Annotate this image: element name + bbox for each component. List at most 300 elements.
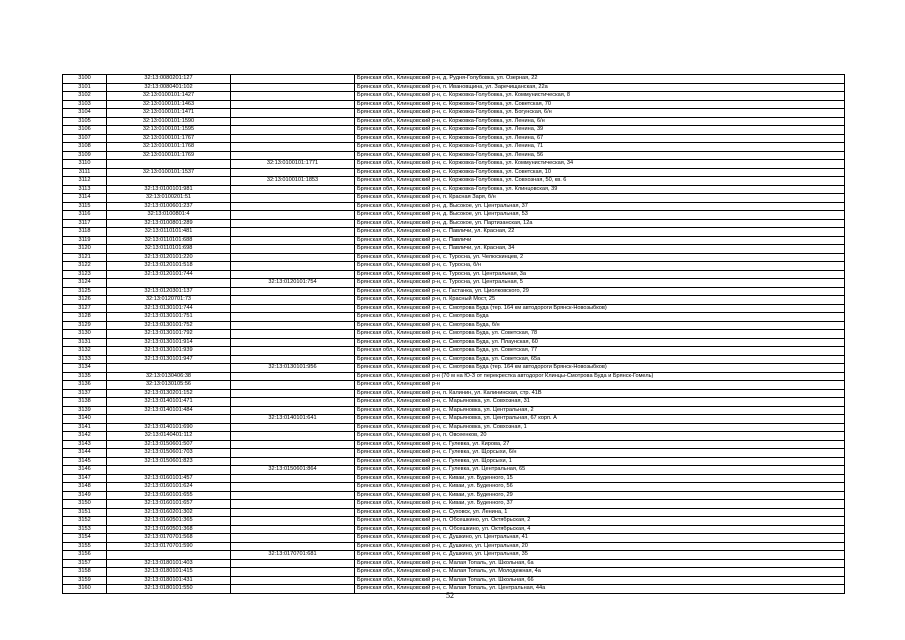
cadastral-number-cell: 32:13:0120101:220 [107, 253, 231, 262]
row-number-cell: 3137 [63, 389, 107, 398]
row-number-cell: 3144 [63, 449, 107, 458]
cadastral-number-alt-cell [231, 134, 355, 143]
cadastral-number-alt-cell [231, 457, 355, 466]
table-row [63, 211, 845, 220]
row-number-cell: 3146 [63, 466, 107, 475]
table-row [63, 168, 845, 177]
address-cell: Брянская обл., Клинцовский р-н, п. Обсешкино, ул. Октябрьская, 4 [355, 525, 845, 534]
row-number-cell: 3104 [63, 109, 107, 118]
address-cell: Брянская обл., Клинцовский р-н, с. Коржовка-Голубовка, ул. Советская, 70 [355, 100, 845, 109]
row-number-cell: 3105 [63, 117, 107, 126]
cadastral-number-alt-cell: 32:13:0140101:641 [231, 415, 355, 424]
cadastral-number-cell: 32:13:0130105:56 [107, 381, 231, 390]
cadastral-number-cell: 32:13:0150601:703 [107, 449, 231, 458]
table-row [63, 457, 845, 466]
cadastral-number-alt-cell: 32:13:0120101:754 [231, 279, 355, 288]
cadastral-number-cell: 32:13:0130101:939 [107, 347, 231, 356]
cadastral-number-alt-cell [231, 270, 355, 279]
row-number-cell: 3148 [63, 483, 107, 492]
cadastral-number-alt-cell: 32:13:0100101:1853 [231, 177, 355, 186]
cadastral-number-alt-cell [231, 355, 355, 364]
row-number-cell: 3132 [63, 347, 107, 356]
address-cell: Брянская обл., Клинцовский р-н, с. Гулевка, ул. Кирова, 27 [355, 440, 845, 449]
cadastral-number-alt-cell [231, 338, 355, 347]
address-cell: Брянская обл., Клинцовский р-н, с. Гулевка, ул. Щорсыхи, 1 [355, 457, 845, 466]
table-row [63, 236, 845, 245]
row-number-cell: 3153 [63, 525, 107, 534]
cadastral-number-alt-cell [231, 151, 355, 160]
cadastral-number-alt-cell [231, 236, 355, 245]
cadastral-number-cell [107, 551, 231, 560]
address-cell: Брянская обл., Клинцовский р-н, с. Туросна, ул. Челюскинцев, 2 [355, 253, 845, 262]
cadastral-number-cell: 32:13:0110101:481 [107, 228, 231, 237]
address-cell: Брянская обл., Клинцовский р-н, с. Коржовка-Голубовка, ул. Советская, 10 [355, 168, 845, 177]
cadastral-number-cell: 32:13:0180101:415 [107, 568, 231, 577]
row-number-cell: 3150 [63, 500, 107, 509]
table-row [63, 440, 845, 449]
cadastral-number-cell: 32:13:0100101:1768 [107, 143, 231, 152]
address-cell: Брянская обл., Клинцовский р-н, п. Овсеенков, 20 [355, 432, 845, 441]
cadastral-number-alt-cell: 32:13:0130101:956 [231, 364, 355, 373]
address-cell: Брянская обл., Клинцовский р-н, с. Киваи, ул. Буденного, 15 [355, 474, 845, 483]
cadastral-number-cell: 32:13:0080401:102 [107, 83, 231, 92]
row-number-cell: 3124 [63, 279, 107, 288]
cadastral-number-cell: 32:13:0160101:624 [107, 483, 231, 492]
cadastral-number-alt-cell [231, 423, 355, 432]
cadastral-number-alt-cell [231, 296, 355, 305]
table-row [63, 568, 845, 577]
cadastral-number-cell: 32:13:0080201:127 [107, 75, 231, 84]
row-number-cell: 3107 [63, 134, 107, 143]
cadastral-number-cell: 32:13:0100801:289 [107, 219, 231, 228]
cadastral-number-cell: 32:13:0130101:914 [107, 338, 231, 347]
table-row [63, 109, 845, 118]
row-number-cell: 3103 [63, 100, 107, 109]
table-row [63, 151, 845, 160]
cadastral-number-cell: 32:13:0100801:4 [107, 211, 231, 220]
row-number-cell: 3143 [63, 440, 107, 449]
table-row [63, 330, 845, 339]
address-cell: Брянская обл., Клинцовский р-н, с. Коржовка-Голубовка, ул. Ленина, 67 [355, 134, 845, 143]
cadastral-number-alt-cell [231, 576, 355, 585]
row-number-cell: 3141 [63, 423, 107, 432]
table-row [63, 406, 845, 415]
address-cell: Брянская обл., Клинцовский р-н, д. Высокое, ул. Центральная, 37 [355, 202, 845, 211]
row-number-cell: 3157 [63, 559, 107, 568]
row-number-cell: 3160 [63, 585, 107, 594]
address-cell: Брянская обл., Клинцовский р-н, с. Коржовка-Голубовка, ул. Совхозная, 50, кв. 6 [355, 177, 845, 186]
cadastral-number-cell [107, 466, 231, 475]
cadastral-number-cell [107, 364, 231, 373]
table-row [63, 355, 845, 364]
cadastral-number-alt-cell [231, 75, 355, 84]
cadastral-number-alt-cell [231, 500, 355, 509]
cadastral-number-alt-cell [231, 202, 355, 211]
cadastral-number-alt-cell [231, 432, 355, 441]
cadastral-number-cell: 32:13:0130201:152 [107, 389, 231, 398]
address-cell: Брянская обл., Клинцовский р-н, с. Малая Топаль, ул. Школьная, 6а [355, 559, 845, 568]
row-number-cell: 3116 [63, 211, 107, 220]
row-number-cell: 3155 [63, 542, 107, 551]
row-number-cell: 3147 [63, 474, 107, 483]
cadastral-number-cell: 32:13:0110101:698 [107, 245, 231, 254]
row-number-cell: 3135 [63, 372, 107, 381]
address-cell: Брянская обл., Клинцовский р-н, п. Ивановщина, ул. Заречищанская, 22а [355, 83, 845, 92]
cadastral-number-cell: 32:13:0160101:657 [107, 500, 231, 509]
cadastral-number-cell: 32:13:0100101:1590 [107, 117, 231, 126]
cadastral-number-cell: 32:13:0160101:655 [107, 491, 231, 500]
cadastral-number-alt-cell: 32:13:0170701:681 [231, 551, 355, 560]
row-number-cell: 3113 [63, 185, 107, 194]
address-cell: Брянская обл., Клинцовский р-н, с. Павличи, ул. Красная, 34 [355, 245, 845, 254]
cadastral-number-alt-cell [231, 534, 355, 543]
cadastral-number-alt-cell [231, 474, 355, 483]
cadastral-number-alt-cell [231, 262, 355, 271]
row-number-cell: 3111 [63, 168, 107, 177]
cadastral-number-cell: 32:13:0130101:947 [107, 355, 231, 364]
table-row [63, 126, 845, 135]
row-number-cell: 3109 [63, 151, 107, 160]
address-cell: Брянская обл., Клинцовский р-н, с. Марьяновка, ул. Совхозная, 31 [355, 398, 845, 407]
row-number-cell: 3130 [63, 330, 107, 339]
row-number-cell: 3123 [63, 270, 107, 279]
row-number-cell: 3145 [63, 457, 107, 466]
cadastral-number-alt-cell [231, 304, 355, 313]
cadastral-number-alt-cell [231, 321, 355, 330]
table-row [63, 75, 845, 84]
address-cell: Брянская обл., Клинцовский р-н, п. Обсешкино, ул. Октябрьская, 2 [355, 517, 845, 526]
cadastral-number-alt-cell [231, 287, 355, 296]
table-row [63, 576, 845, 585]
cadastral-number-alt-cell [231, 194, 355, 203]
address-cell: Брянская обл., Клинцовский р-н, с. Марьяновка, ул. Совхозная, 1 [355, 423, 845, 432]
row-number-cell: 3133 [63, 355, 107, 364]
table-row [63, 491, 845, 500]
row-number-cell: 3127 [63, 304, 107, 313]
table-row [63, 177, 845, 186]
row-number-cell: 3106 [63, 126, 107, 135]
row-number-cell: 3117 [63, 219, 107, 228]
cadastral-number-cell: 32:13:0160501:365 [107, 517, 231, 526]
table-row [63, 83, 845, 92]
table-row [63, 304, 845, 313]
table-row [63, 228, 845, 237]
cadastral-number-cell: 32:13:0120101:518 [107, 262, 231, 271]
address-cell: Брянская обл., Клинцовский р-н, п. Красный Мост, 25 [355, 296, 845, 305]
address-cell: Брянская обл., Клинцовский р-н, с. Малая Топаль, ул. Центральная, 44а [355, 585, 845, 594]
row-number-cell: 3154 [63, 534, 107, 543]
address-cell: Брянская обл., Клинцовский р-н, с. Душкино, ул. Центральная, 41 [355, 534, 845, 543]
cadastral-number-alt-cell [231, 559, 355, 568]
table-row [63, 551, 845, 560]
table-row [63, 364, 845, 373]
cadastral-number-cell: 32:13:0130101:752 [107, 321, 231, 330]
cadastral-number-cell: 32:13:0100101:981 [107, 185, 231, 194]
table-row [63, 338, 845, 347]
cadastral-number-cell: 32:13:0140101:484 [107, 406, 231, 415]
cadastral-number-cell: 32:13:0100101:1767 [107, 134, 231, 143]
row-number-cell: 3112 [63, 177, 107, 186]
row-number-cell: 3110 [63, 160, 107, 169]
row-number-cell: 3142 [63, 432, 107, 441]
table-row [63, 313, 845, 322]
address-cell: Брянская обл., Клинцовский р-н, с. Туросна, ул. Центральная, 5 [355, 279, 845, 288]
address-cell: Брянская обл., Клинцовский р-н, с. Смотрова Буда, ул. Советская, 65а [355, 355, 845, 364]
address-cell: Брянская обл., Клинцовский р-н, с. Гулевка, ул. Центральная, 65 [355, 466, 845, 475]
row-number-cell: 3156 [63, 551, 107, 560]
address-cell: Брянская обл., Клинцовский р-н, с. Малая Топаль, ул. Молодежная, 4а [355, 568, 845, 577]
table-row [63, 372, 845, 381]
table-row [63, 500, 845, 509]
cadastral-number-cell: 32:13:0120701:73 [107, 296, 231, 305]
address-cell: Брянская обл., Клинцовский р-н, с. Коржовка-Голубовка, ул. Коммунистическая, 34 [355, 160, 845, 169]
table-row [63, 262, 845, 271]
cadastral-number-cell [107, 177, 231, 186]
table-row [63, 415, 845, 424]
cadastral-number-cell: 32:13:0120301:137 [107, 287, 231, 296]
row-number-cell: 3151 [63, 508, 107, 517]
table-row [63, 160, 845, 169]
cadastral-number-alt-cell [231, 398, 355, 407]
cadastral-number-cell: 32:13:0180101:431 [107, 576, 231, 585]
row-number-cell: 3149 [63, 491, 107, 500]
row-number-cell: 3139 [63, 406, 107, 415]
address-cell: Брянская обл., Клинцовский р-н, с. Смотрова Буда, ул. Советская, 78 [355, 330, 845, 339]
table-row [63, 474, 845, 483]
table-row [63, 117, 845, 126]
address-cell: Брянская обл., Клинцовский р-н, с. Смотрова Буда, б/н [355, 321, 845, 330]
row-number-cell: 3138 [63, 398, 107, 407]
cadastral-number-cell [107, 415, 231, 424]
row-number-cell: 3118 [63, 228, 107, 237]
address-cell: Брянская обл., Клинцовский р-н, с. Коржовка-Голубовка, ул. Клинцовская, 39 [355, 185, 845, 194]
table-row [63, 517, 845, 526]
cadastral-number-cell [107, 279, 231, 288]
address-cell: Брянская обл., Клинцовский р-н, с. Марьяновка, ул. Центральная, 67 корп. А [355, 415, 845, 424]
address-cell: Брянская обл., Клинцовский р-н, д. Рудня-Голубовка, ул. Озерная, 22 [355, 75, 845, 84]
cadastral-number-alt-cell [231, 517, 355, 526]
cadastral-number-cell: 32:13:0170701:590 [107, 542, 231, 551]
row-number-cell: 3131 [63, 338, 107, 347]
cadastral-number-cell: 32:13:0130101:744 [107, 304, 231, 313]
table-row [63, 279, 845, 288]
row-number-cell: 3108 [63, 143, 107, 152]
cadastral-number-alt-cell [231, 253, 355, 262]
table-row [63, 287, 845, 296]
cadastral-number-cell: 32:13:0130101:751 [107, 313, 231, 322]
cadastral-number-alt-cell [231, 245, 355, 254]
row-number-cell: 3102 [63, 92, 107, 101]
table-row [63, 134, 845, 143]
address-cell: Брянская обл., Клинцовский р-н, с. Смотрова Буда [355, 313, 845, 322]
table-row [63, 296, 845, 305]
table-body [63, 75, 845, 594]
table-row [63, 466, 845, 475]
table-row [63, 253, 845, 262]
cadastral-number-alt-cell [231, 491, 355, 500]
cadastral-number-cell: 32:13:0100201:51 [107, 194, 231, 203]
table-row [63, 559, 845, 568]
cadastral-number-cell: 32:13:0140101:690 [107, 423, 231, 432]
cadastral-number-alt-cell: 32:13:0100101:1771 [231, 160, 355, 169]
address-cell: Брянская обл., Клинцовский р-н, с. Смотрова Буда, ул. Плаунская, 60 [355, 338, 845, 347]
cadastral-number-alt-cell [231, 313, 355, 322]
address-cell: Брянская обл., Клинцовский р-н, с. Киваи, ул. Буденного, 56 [355, 483, 845, 492]
table-row [63, 321, 845, 330]
cadastral-number-alt-cell [231, 100, 355, 109]
table-row [63, 100, 845, 109]
cadastral-number-alt-cell [231, 92, 355, 101]
cadastral-number-alt-cell [231, 126, 355, 135]
cadastral-number-alt-cell [231, 168, 355, 177]
address-cell: Брянская обл., Клинцовский р-н, с. Туросна, ул. Центральная, 3а [355, 270, 845, 279]
row-number-cell: 3152 [63, 517, 107, 526]
row-number-cell: 3158 [63, 568, 107, 577]
cadastral-number-cell: 32:13:0110101:688 [107, 236, 231, 245]
cadastral-number-alt-cell [231, 585, 355, 594]
cadastral-number-alt-cell [231, 372, 355, 381]
row-number-cell: 3100 [63, 75, 107, 84]
address-cell: Брянская обл., Клинцовский р-н, п. Калинин, ул. Калининская, стр. 41В [355, 389, 845, 398]
row-number-cell: 3128 [63, 313, 107, 322]
address-cell: Брянская обл., Клинцовский р-н, д. Высокое, ул. Партизанская, 12а [355, 219, 845, 228]
row-number-cell: 3114 [63, 194, 107, 203]
cadastral-number-cell: 32:13:0170701:568 [107, 534, 231, 543]
address-cell: Брянская обл., Клинцовский р-н, с. Суховск, ул. Ленина, 1 [355, 508, 845, 517]
cadastral-number-alt-cell [231, 143, 355, 152]
address-cell: Брянская обл., Клинцовский р-н, с. Туросна, б/н [355, 262, 845, 271]
cadastral-number-cell: 32:13:0100101:1471 [107, 109, 231, 118]
row-number-cell: 3129 [63, 321, 107, 330]
cadastral-number-alt-cell [231, 185, 355, 194]
address-cell: Брянская обл., Клинцовский р-н, с. Смотрова Буда (тер. 164 км автодороги Брянск-Новозыбков) [355, 364, 845, 373]
address-cell: Брянская обл., Клинцовский р-н, с. Коржовка-Голубовка, ул. Ленина, 39 [355, 126, 845, 135]
address-cell: Брянская обл., Клинцовский р-н, с. Душкино, ул. Центральная, 35 [355, 551, 845, 560]
data-table [62, 74, 845, 594]
cadastral-number-cell: 32:13:0180101:550 [107, 585, 231, 594]
row-number-cell: 3115 [63, 202, 107, 211]
page-number: 52 [446, 591, 454, 600]
address-cell: Брянская обл., Клинцовский р-н (70 м на Ю-З от перекрестка автодорог Клинцы-Смотрова Буда и Брянск-Гомель) [355, 372, 845, 381]
cadastral-number-alt-cell [231, 542, 355, 551]
cadastral-number-cell: 32:13:0100101:1595 [107, 126, 231, 135]
table-row [63, 202, 845, 211]
row-number-cell: 3101 [63, 83, 107, 92]
table-row [63, 534, 845, 543]
address-cell: Брянская обл., Клинцовский р-н, с. Смотрова Буда (тер. 164 км автодороги Брянск-Новозыбков) [355, 304, 845, 313]
row-number-cell: 3121 [63, 253, 107, 262]
cadastral-number-alt-cell [231, 508, 355, 517]
cadastral-number-alt-cell [231, 219, 355, 228]
cadastral-number-cell: 32:13:0100101:1537 [107, 168, 231, 177]
address-cell: Брянская обл., Клинцовский р-н, с. Коржовка-Голубовка, ул. Ленина, 56 [355, 151, 845, 160]
cadastral-number-alt-cell [231, 347, 355, 356]
cadastral-number-alt-cell [231, 406, 355, 415]
address-cell: Брянская обл., Клинцовский р-н, д. Высокое, ул. Центральная, 53 [355, 211, 845, 220]
cadastral-number-cell: 32:13:0160201:302 [107, 508, 231, 517]
row-number-cell: 3140 [63, 415, 107, 424]
cadastral-number-alt-cell [231, 83, 355, 92]
row-number-cell: 3126 [63, 296, 107, 305]
cadastral-number-alt-cell [231, 440, 355, 449]
cadastral-number-cell: 32:13:0160101:457 [107, 474, 231, 483]
table-row [63, 389, 845, 398]
address-cell: Брянская обл., Клинцовский р-н, с. Коржовка-Голубовка, ул. Ленина, 71 [355, 143, 845, 152]
table-row [63, 423, 845, 432]
address-cell: Брянская обл., Клинцовский р-н, с. Киваи, ул. Буденного, 37 [355, 500, 845, 509]
row-number-cell: 3120 [63, 245, 107, 254]
cadastral-number-cell: 32:13:0120101:744 [107, 270, 231, 279]
table-row [63, 185, 845, 194]
cadastral-number-cell: 32:13:0150601:823 [107, 457, 231, 466]
address-cell: Брянская обл., Клинцовский р-н, с. Марьяновка, ул. Центральная, 2 [355, 406, 845, 415]
cadastral-number-cell: 32:13:0180101:403 [107, 559, 231, 568]
table-row [63, 542, 845, 551]
cadastral-number-cell: 32:13:0100101:1463 [107, 100, 231, 109]
table-row [63, 245, 845, 254]
address-cell: Брянская обл., Клинцовский р-н, с. Душкино, ул. Центральная, 20 [355, 542, 845, 551]
cadastral-number-cell: 32:13:0100101:1769 [107, 151, 231, 160]
cadastral-number-alt-cell [231, 228, 355, 237]
address-cell: Брянская обл., Клинцовский р-н [355, 381, 845, 390]
row-number-cell: 3122 [63, 262, 107, 271]
table-row [63, 398, 845, 407]
cadastral-number-alt-cell [231, 483, 355, 492]
table-row [63, 483, 845, 492]
address-cell: Брянская обл., Клинцовский р-н, с. Павличи [355, 236, 845, 245]
cadastral-number-alt-cell [231, 389, 355, 398]
cadastral-number-cell: 32:13:0100101:1427 [107, 92, 231, 101]
table-row [63, 194, 845, 203]
cadastral-number-cell: 32:13:0160501:368 [107, 525, 231, 534]
row-number-cell: 3134 [63, 364, 107, 373]
table-row [63, 525, 845, 534]
address-cell: Брянская обл., Клинцовский р-н, с. Коржовка-Голубовка, ул. Богунская, 6/н [355, 109, 845, 118]
cadastral-number-alt-cell [231, 330, 355, 339]
cadastral-number-cell: 32:13:0130406:38 [107, 372, 231, 381]
cadastral-number-cell: 32:13:0100601:237 [107, 202, 231, 211]
cadastral-number-alt-cell: 32:13:0150601:864 [231, 466, 355, 475]
table-row [63, 347, 845, 356]
table-row [63, 381, 845, 390]
address-cell: Брянская обл., Клинцовский р-н, п. Красная Заря, б/н [355, 194, 845, 203]
table-row [63, 270, 845, 279]
address-cell: Брянская обл., Клинцовский р-н, с. Киваи, ул. Буденного, 29 [355, 491, 845, 500]
cadastral-number-cell: 32:13:0130101:792 [107, 330, 231, 339]
cadastral-number-alt-cell [231, 117, 355, 126]
table-row [63, 508, 845, 517]
row-number-cell: 3119 [63, 236, 107, 245]
cadastral-number-cell: 32:13:0150601:507 [107, 440, 231, 449]
cadastral-number-alt-cell [231, 449, 355, 458]
cadastral-number-alt-cell [231, 381, 355, 390]
row-number-cell: 3159 [63, 576, 107, 585]
cadastral-number-alt-cell [231, 109, 355, 118]
table-row [63, 219, 845, 228]
cadastral-number-cell: 32:13:0140401:112 [107, 432, 231, 441]
row-number-cell: 3125 [63, 287, 107, 296]
table-row [63, 143, 845, 152]
table-row [63, 449, 845, 458]
address-cell: Брянская обл., Клинцовский р-н, с. Смотрова Буда, ул. Советская, 77 [355, 347, 845, 356]
address-cell: Брянская обл., Клинцовский р-н, с. Коржовка-Голубовка, ул. Ленина, 6/н [355, 117, 845, 126]
table-row [63, 432, 845, 441]
address-cell: Брянская обл., Клинцовский р-н, с. Павличи, ул. Красная, 22 [355, 228, 845, 237]
cadastral-number-alt-cell [231, 211, 355, 220]
table-row [63, 92, 845, 101]
cadastral-number-alt-cell [231, 568, 355, 577]
cadastral-number-cell [107, 160, 231, 169]
